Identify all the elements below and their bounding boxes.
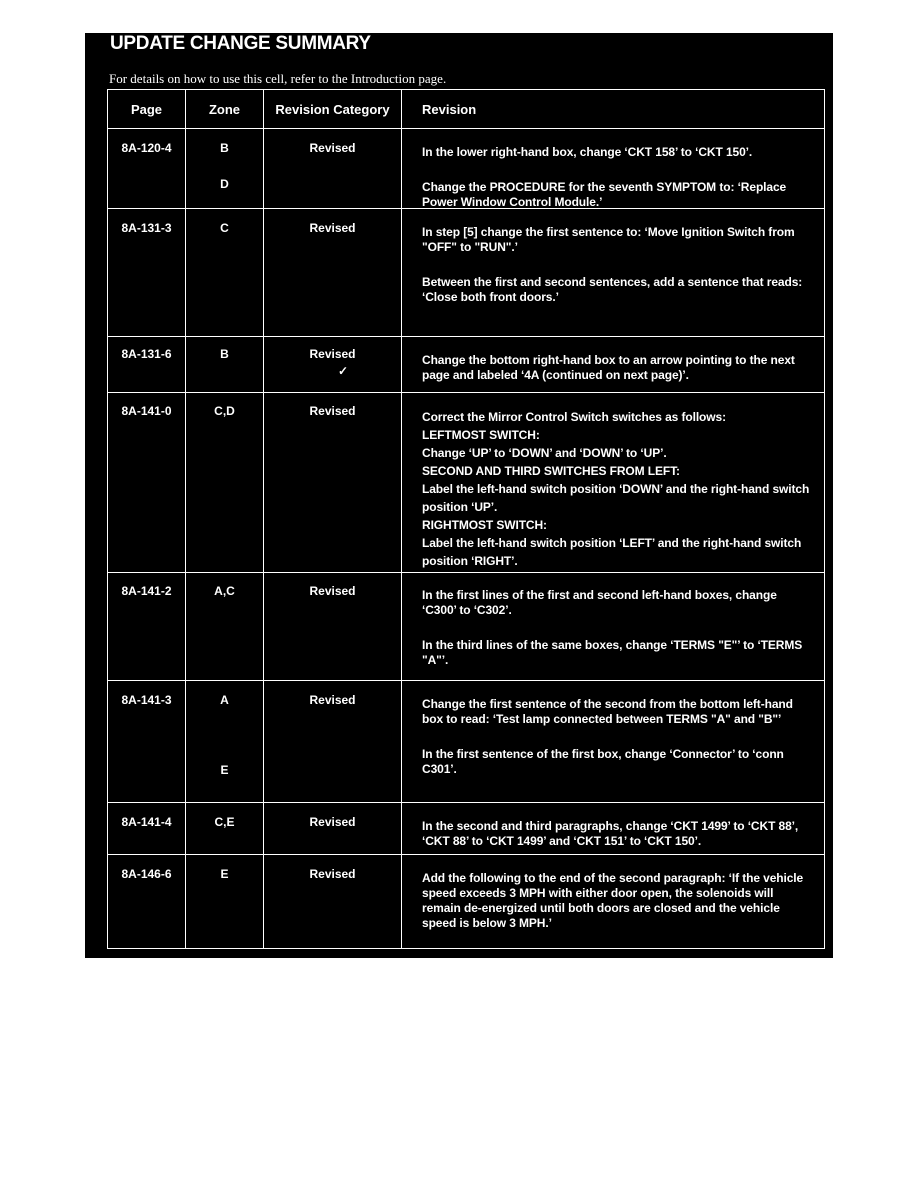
revision-line: Label the left-hand switch position ‘DOWN’ and the right-hand switch position ‘UP’. xyxy=(422,482,810,514)
row-divider xyxy=(108,802,824,803)
revision-line: RIGHTMOST SWITCH: xyxy=(422,518,547,532)
row-divider xyxy=(108,572,824,573)
row-revision xyxy=(422,225,814,305)
revision-line: Change ‘UP’ to ‘DOWN’ and ‘DOWN’ to ‘UP’. xyxy=(422,446,667,460)
row-zone: D xyxy=(220,177,229,191)
row-page: 8A-120-4 xyxy=(121,141,172,155)
intro-text: For details on how to use this cell, refer to the Introduction page. xyxy=(109,71,447,86)
revision-text: Between the first and second sentences, add a sentence that reads: ‘Close both front doors.’ xyxy=(422,275,803,304)
revision-table xyxy=(107,89,825,949)
row-category: Revised xyxy=(309,221,356,235)
row-revision xyxy=(422,145,814,210)
row-revision xyxy=(422,353,814,383)
revision-text: In the second and third paragraphs, change ‘CKT 1499’ to ‘CKT 88’, ‘CKT 88’ to ‘CKT 1499’ and ‘CKT 151’ to ‘CKT 150’. xyxy=(422,819,799,848)
row-zone: C,D xyxy=(214,404,235,418)
revision-text: In the third lines of the same boxes, change ‘TERMS "E"’ to ‘TERMS "A"’. xyxy=(422,638,803,667)
revision-text: Change the bottom right-hand box to an arrow pointing to the next page and labeled ‘4A (continued on next page)’. xyxy=(422,353,795,382)
header-zone: Zone xyxy=(208,102,241,117)
row-revision xyxy=(422,588,814,668)
row-page: 8A-146-6 xyxy=(121,867,172,881)
revision-line: Label the left-hand switch position ‘LEFT’ and the right-hand switch position ‘RIGHT’. xyxy=(422,536,802,568)
header-category: Revision Category xyxy=(275,102,390,117)
revision-text: In the lower right-hand box, change ‘CKT 158’ to ‘CKT 150’. xyxy=(422,145,753,159)
revision-text: Change the PROCEDURE for the seventh SYMPTOM to: ‘Replace Power Window Control Module.’ xyxy=(422,180,787,209)
check-mark-icon: ✓ xyxy=(337,364,349,378)
row-zone: B xyxy=(220,347,229,361)
row-category: Revised xyxy=(309,141,356,155)
row-revision xyxy=(422,819,814,849)
row-zone: C xyxy=(220,221,229,235)
row-zone: E xyxy=(220,763,229,777)
revision-text: Change the first sentence of the second from the bottom left-hand box to read: ‘Test lamp connected between TERMS "A" and "B"’ xyxy=(422,697,793,726)
row-category: Revised xyxy=(309,404,356,418)
revision-line: Correct the Mirror Control Switch switches as follows: xyxy=(422,410,726,424)
row-divider xyxy=(108,128,824,129)
row-page: 8A-141-4 xyxy=(121,815,172,829)
revision-line: SECOND AND THIRD SWITCHES FROM LEFT: xyxy=(422,464,680,478)
row-category: Revised xyxy=(309,584,356,598)
row-page: 8A-141-0 xyxy=(121,404,172,418)
row-page: 8A-141-2 xyxy=(121,584,172,598)
row-revision xyxy=(422,871,814,931)
header-revision: Revision xyxy=(422,102,477,117)
revision-line: LEFTMOST SWITCH: xyxy=(422,428,540,442)
row-divider xyxy=(108,336,824,337)
row-category: Revised xyxy=(309,815,356,829)
row-category: Revised xyxy=(309,347,356,361)
row-revision xyxy=(422,408,814,570)
row-page: 8A-131-6 xyxy=(121,347,172,361)
header-page: Page xyxy=(130,102,163,117)
row-page: 8A-131-3 xyxy=(121,221,172,235)
row-category: Revised xyxy=(309,867,356,881)
row-zone: B xyxy=(220,141,229,155)
row-revision xyxy=(422,697,814,777)
row-zone: E xyxy=(220,867,229,881)
update-summary-sheet xyxy=(85,33,833,958)
row-zone: A xyxy=(220,693,229,707)
page-title: UPDATE CHANGE SUMMARY xyxy=(110,33,371,54)
row-category: Revised xyxy=(309,693,356,707)
row-divider xyxy=(108,392,824,393)
revision-text: In the first lines of the first and second left-hand boxes, change ‘C300’ to ‘C302’. xyxy=(422,588,777,617)
row-zone: C,E xyxy=(214,815,235,829)
row-zone: A,C xyxy=(214,584,235,598)
row-divider xyxy=(108,680,824,681)
row-page: 8A-141-3 xyxy=(121,693,172,707)
col-divider xyxy=(401,90,402,948)
revision-text: In the first sentence of the first box, change ‘Connector’ to ‘conn C301’. xyxy=(422,747,784,776)
row-divider xyxy=(108,854,824,855)
revision-text: In step [5] change the first sentence to: ‘Move Ignition Switch from "OFF" to "RUN".’ xyxy=(422,225,795,254)
revision-text: Add the following to the end of the second paragraph: ‘If the vehicle speed exceeds 3 MPH with either door open, the solenoids will remain de-energized until both doors are closed and the vehicle speed is below 3 MPH.’ xyxy=(422,871,804,930)
